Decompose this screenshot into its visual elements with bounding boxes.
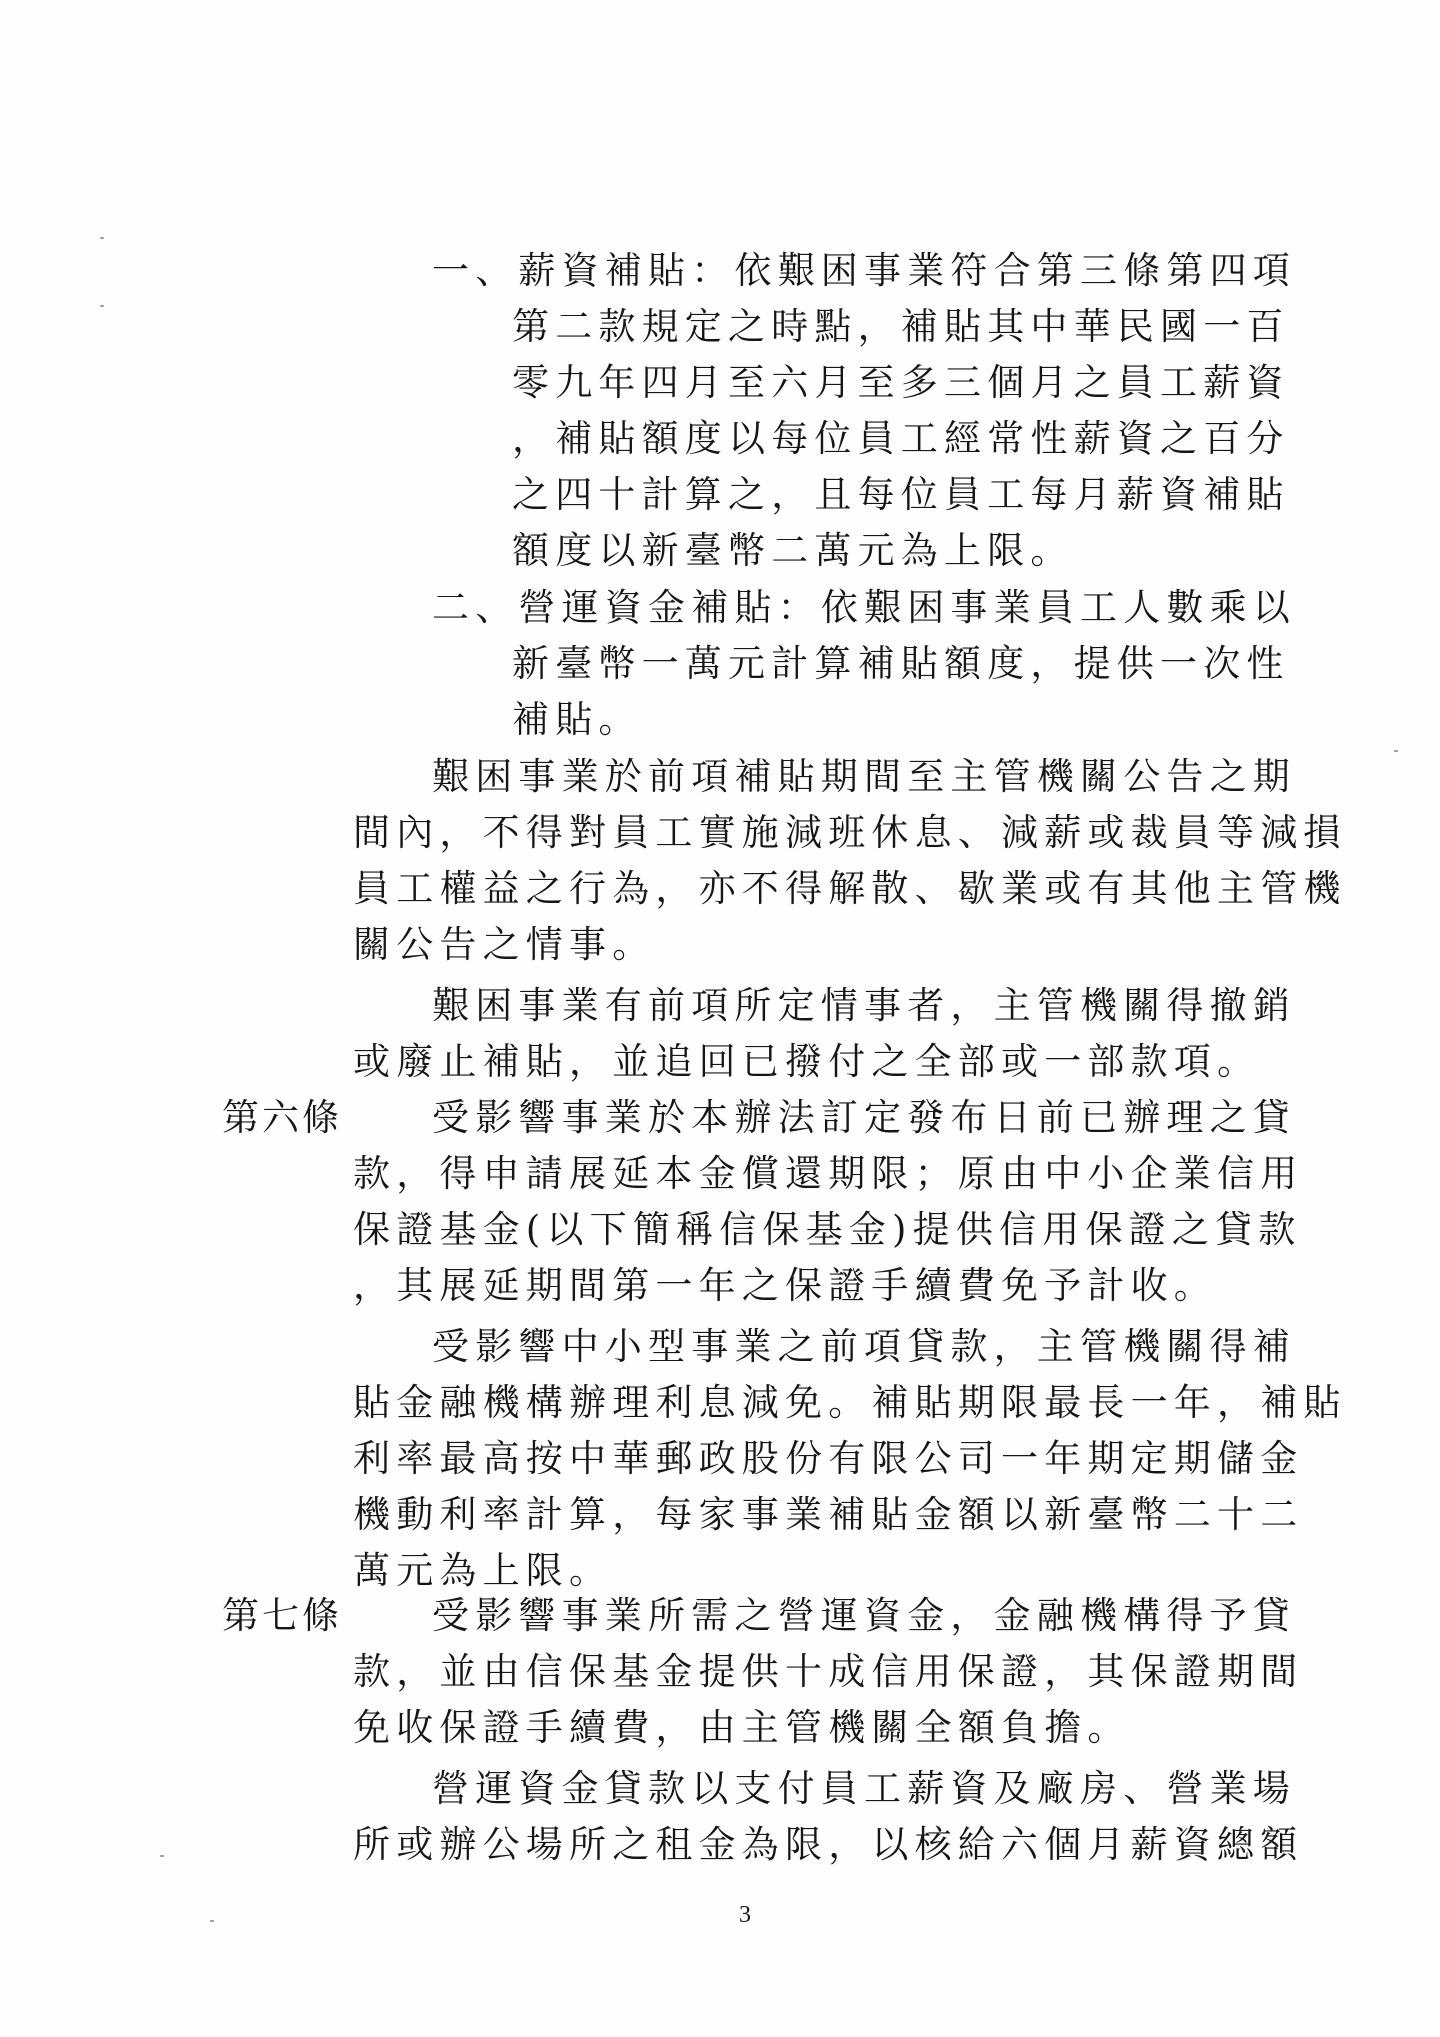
scan-speck: [160, 1855, 164, 1857]
text-line: 員工權益之行為，亦不得解散、歇業或有其他主管機: [353, 867, 1347, 910]
text-line: 零九年四月至六月至多三個月之員工薪資: [512, 361, 1290, 404]
text-line: 或廢止補貼，並追回已撥付之全部或一部款項。: [353, 1040, 1261, 1083]
text-line: 間內，不得對員工實施減班休息、減薪或裁員等減損: [353, 811, 1347, 854]
scan-speck: [100, 305, 104, 307]
text-line: ，補貼額度以每位員工經常性薪資之百分: [512, 417, 1290, 460]
text-line: 受影響事業於本辦法訂定發布日前已辦理之貸: [432, 1096, 1296, 1139]
text-line: 二、營運資金補貼：依艱困事業員工人數乘以: [432, 586, 1296, 629]
article-label: 第七條: [222, 1594, 342, 1637]
text-line: 受影響中小型事業之前項貸款，主管機關得補: [432, 1325, 1296, 1368]
text-line: 一、薪資補貼：依艱困事業符合第三條第四項: [432, 249, 1296, 292]
text-line: 萬元為上限。: [353, 1549, 613, 1592]
text-line: 新臺幣一萬元計算補貼額度，提供一次性: [512, 642, 1290, 685]
text-line: 款，得申請展延本金償還期限；原由中小企業信用: [353, 1152, 1304, 1195]
text-line: 利率最高按中華郵政股份有限公司一年期定期儲金: [353, 1437, 1304, 1480]
text-line: 營運資金貸款以支付員工薪資及廠房、營業場: [432, 1767, 1296, 1810]
page-number: 3: [739, 1902, 751, 1928]
text-line: 受影響事業所需之營運資金，金融機構得予貸: [432, 1594, 1296, 1637]
scan-speck: [1394, 750, 1398, 752]
text-line: 艱困事業有前項所定情事者，主管機關得撤銷: [432, 984, 1296, 1027]
text-line: 所或辦公場所之租金為限，以核給六個月薪資總額: [353, 1823, 1304, 1866]
text-line: 貼金融機構辦理利息減免。補貼期限最長一年，補貼: [353, 1381, 1347, 1424]
text-line: 款，並由信保基金提供十成信用保證，其保證期間: [353, 1650, 1304, 1693]
text-line: 關公告之情事。: [353, 923, 656, 966]
article-label: 第六條: [222, 1096, 342, 1139]
text-line: 補貼。: [512, 698, 642, 741]
text-line: 艱困事業於前項補貼期間至主管機關公告之期: [432, 755, 1296, 798]
text-line: 之四十計算之，且每位員工每月薪資補貼: [512, 473, 1290, 516]
text-line: 額度以新臺幣二萬元為上限。: [512, 529, 1074, 572]
text-line: 機動利率計算，每家事業補貼金額以新臺幣二十二: [353, 1493, 1304, 1536]
text-line: 免收保證手續費，由主管機關全額負擔。: [353, 1706, 1131, 1749]
scan-speck: [100, 237, 104, 239]
text-line: ，其展延期間第一年之保證手續費免予計收。: [353, 1264, 1217, 1307]
text-line: 保證基金(以下簡稱信保基金)提供信用保證之貸款: [353, 1208, 1302, 1251]
text-line: 第二款規定之時點，補貼其中華民國一百: [512, 305, 1290, 348]
